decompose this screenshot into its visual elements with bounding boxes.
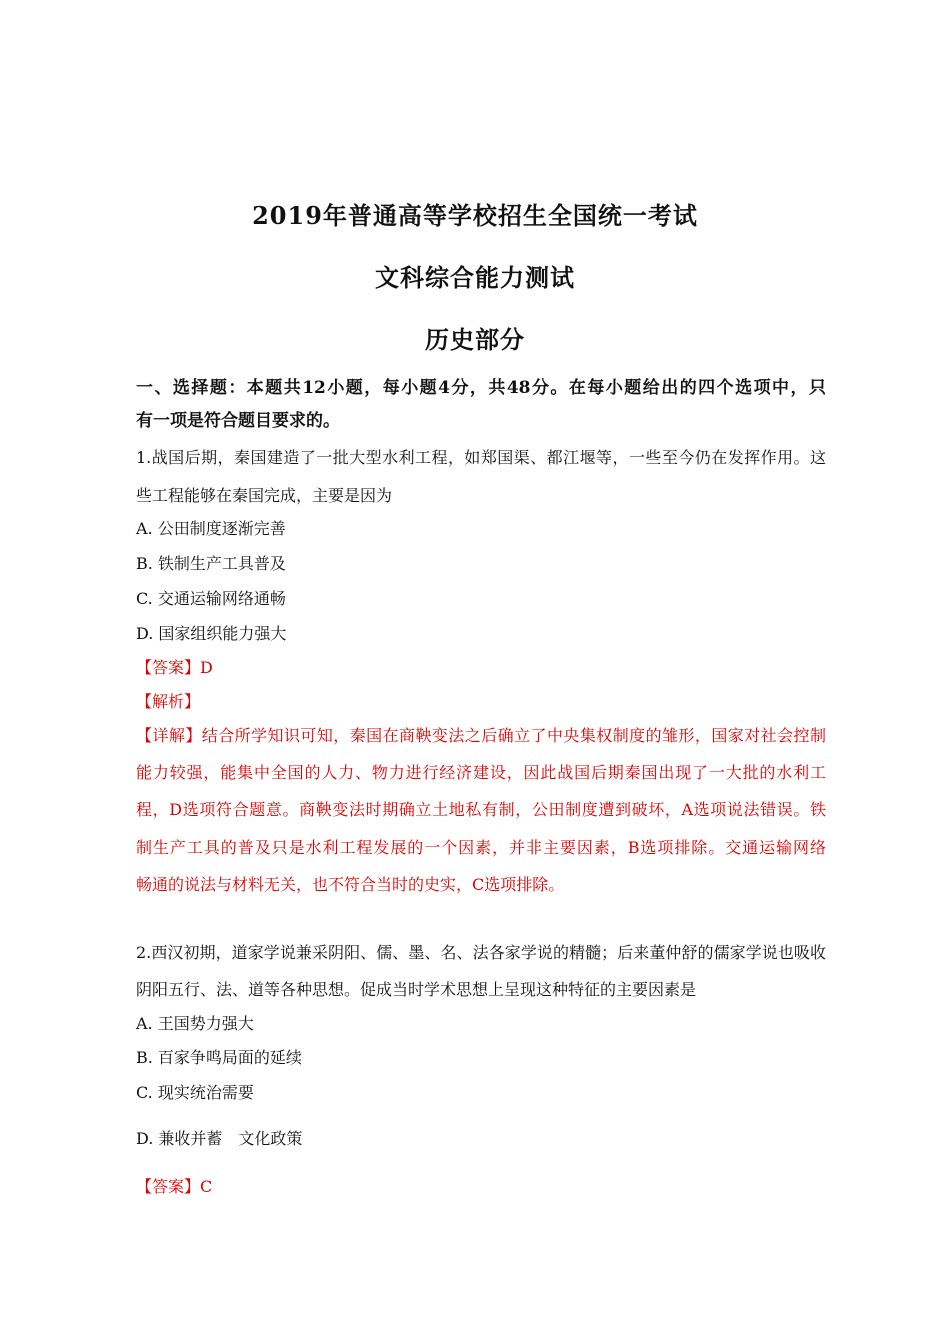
question-1-answer: 【答案】D [136,658,213,677]
question-2-option-b: B. 百家争鸣局面的延续 [136,1048,302,1067]
exam-title: 2019年普通高等学校招生全国统一考试 [252,201,698,230]
question-1-stem-line2: 些工程能够在秦国完成，主要是因为 [136,486,393,505]
question-1-option-c: C. 交通运输网络通畅 [136,589,286,608]
question-1-stem-line1: 1.战国后期，秦国建造了一批大型水利工程，如郑国渠、都江堰等，一些至今仍在发挥作用。这 [136,448,826,467]
question-1-detail-line5: 畅通的说法与材料无关，也不符合当时的史实，C选项排除。 [136,875,565,894]
question-2-stem-line2: 阴阳五行、法、道等各种思想。促成当时学术思想上呈现这种特征的主要因素是 [136,980,697,999]
question-2-option-a: A. 王国势力强大 [136,1014,254,1033]
exam-subtitle: 文科综合能力测试 [375,263,575,292]
question-1-option-d: D. 国家组织能力强大 [136,624,287,643]
question-1-detail-line1: 【详解】结合所学知识可知，秦国在商鞅变法之后确立了中央集权制度的雏形，国家对社会控制 [136,726,826,745]
section-instructions-line1: 一、选择题：本题共12小题，每小题4分，共48分。在每小题给出的四个选项中，只 [136,378,826,398]
question-1-analysis-label: 【解析】 [136,692,201,711]
section-instructions-line2: 有一项是符合题目要求的。 [136,411,340,431]
question-1-option-a: A. 公田制度逐渐完善 [136,519,286,538]
section-title: 历史部分 [425,325,525,354]
question-2-answer: 【答案】C [136,1177,213,1196]
question-1-detail-line2: 能力较强，能集中全国的人力、物力进行经济建设，因此战国后期秦国出现了一大批的水利工 [136,763,826,782]
question-2-option-c: C. 现实统治需要 [136,1083,254,1102]
question-1-detail-line4: 制生产工具的普及只是水利工程发展的一个因素，并非主要因素，B选项排除。交通运输网络 [136,838,826,857]
question-2-stem-line1: 2.西汉初期，道家学说兼采阴阳、儒、墨、名、法各家学说的精髓；后来董仲舒的儒家学说也吸收 [136,943,826,962]
question-1-detail-line3: 程，D选项符合题意。商鞅变法时期确立土地私有制，公田制度遭到破坏，A选项说法错误。铁 [136,800,826,819]
question-2-option-d: D. 兼收并蓄 文化政策 [136,1129,303,1148]
question-1-option-b: B. 铁制生产工具普及 [136,554,286,573]
